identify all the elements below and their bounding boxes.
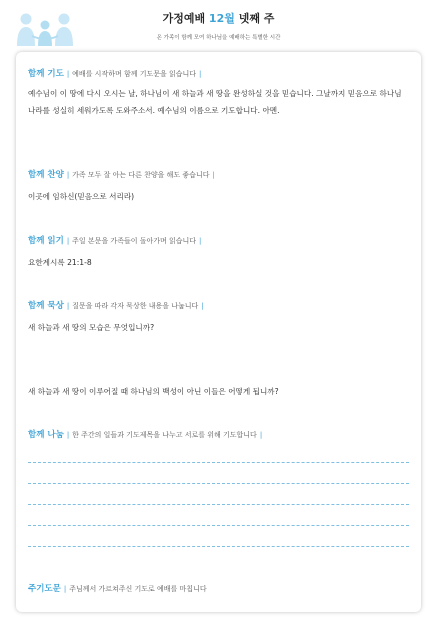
section-label: 주기도문	[28, 584, 61, 594]
section-reading-header: 함께 읽기 | 주일 본문을 가족들이 돌아가며 읽습니다 |	[28, 236, 202, 246]
section-label: 함께 기도	[28, 69, 64, 79]
writing-line[interactable]	[28, 525, 409, 526]
section-lords-prayer-header: 주기도문 | 주님께서 가르쳐주신 기도로 예배를 마칩니다	[28, 584, 207, 594]
praise-text: 이곳에 임하신(믿음으로 서리라)	[28, 192, 135, 201]
title-month: 12월	[208, 12, 235, 25]
section-sharing-header: 함께 나눔 | 한 주간의 일들과 기도제목을 나누고 서로를 위해 기도합니다 |	[28, 430, 263, 440]
meditation-question-1: 새 하늘과 새 땅의 모습은 무엇입니까?	[28, 323, 155, 332]
section-label: 함께 묵상	[28, 301, 64, 311]
section-desc: 주님께서 가르쳐주신 기도로 예배를 마칩니다	[69, 585, 207, 593]
section-label: 함께 찬양	[28, 170, 64, 180]
writing-line[interactable]	[28, 504, 409, 505]
section-desc: 주일 본문을 가족들이 돌아가며 읽습니다	[72, 237, 197, 245]
subtitle: 온 가족이 함께 모여 하나님을 예배하는 특별한 시간	[156, 35, 281, 41]
page-title	[0, 10, 437, 26]
writing-line[interactable]	[28, 483, 409, 484]
writing-line[interactable]	[28, 546, 409, 547]
worship-card	[16, 52, 421, 612]
section-label: 함께 나눔	[28, 430, 64, 440]
writing-line[interactable]	[28, 462, 409, 463]
section-label: 함께 읽기	[28, 236, 64, 246]
section-meditation-header: 함께 묵상 | 질문을 따라 각자 묵상한 내용을 나눕니다 |	[28, 301, 204, 311]
section-desc: 한 주간의 일들과 기도제목을 나누고 서로를 위해 기도합니다	[72, 431, 257, 439]
title-week: 넷째 주	[238, 12, 275, 25]
title-text: 가정예배	[162, 12, 206, 25]
reading-text: 요한계시록 21:1-8	[28, 258, 92, 267]
section-desc: 가족 모두 잘 아는 다른 찬양을 해도 좋습니다	[72, 171, 210, 179]
section-desc: 예배를 시작하며 함께 기도문을 읽습니다	[72, 70, 197, 78]
meditation-question-2: 새 하늘과 새 땅이 이루어질 때 하나님의 백성이 아닌 이들은 어떻게 됩니까?	[28, 387, 279, 396]
section-prayer-header: 함께 기도 | 예배를 시작하며 함께 기도문을 읽습니다 |	[28, 69, 202, 79]
section-praise-header: 함께 찬양 | 가족 모두 잘 아는 다른 찬양을 해도 좋습니다 |	[28, 170, 215, 180]
prayer-text: 예수님이 이 땅에 다시 오시는 날, 하나님이 새 하늘과 새 땅을 완성하실 것을 믿습니다. 그날까지 믿음으로 하나님 나라를 성실히 세워가도록 도와주소서. 예수님의 이름으로 기도합니다. 아멘.	[28, 89, 402, 115]
section-desc: 질문을 따라 각자 묵상한 내용을 나눕니다	[72, 302, 199, 310]
